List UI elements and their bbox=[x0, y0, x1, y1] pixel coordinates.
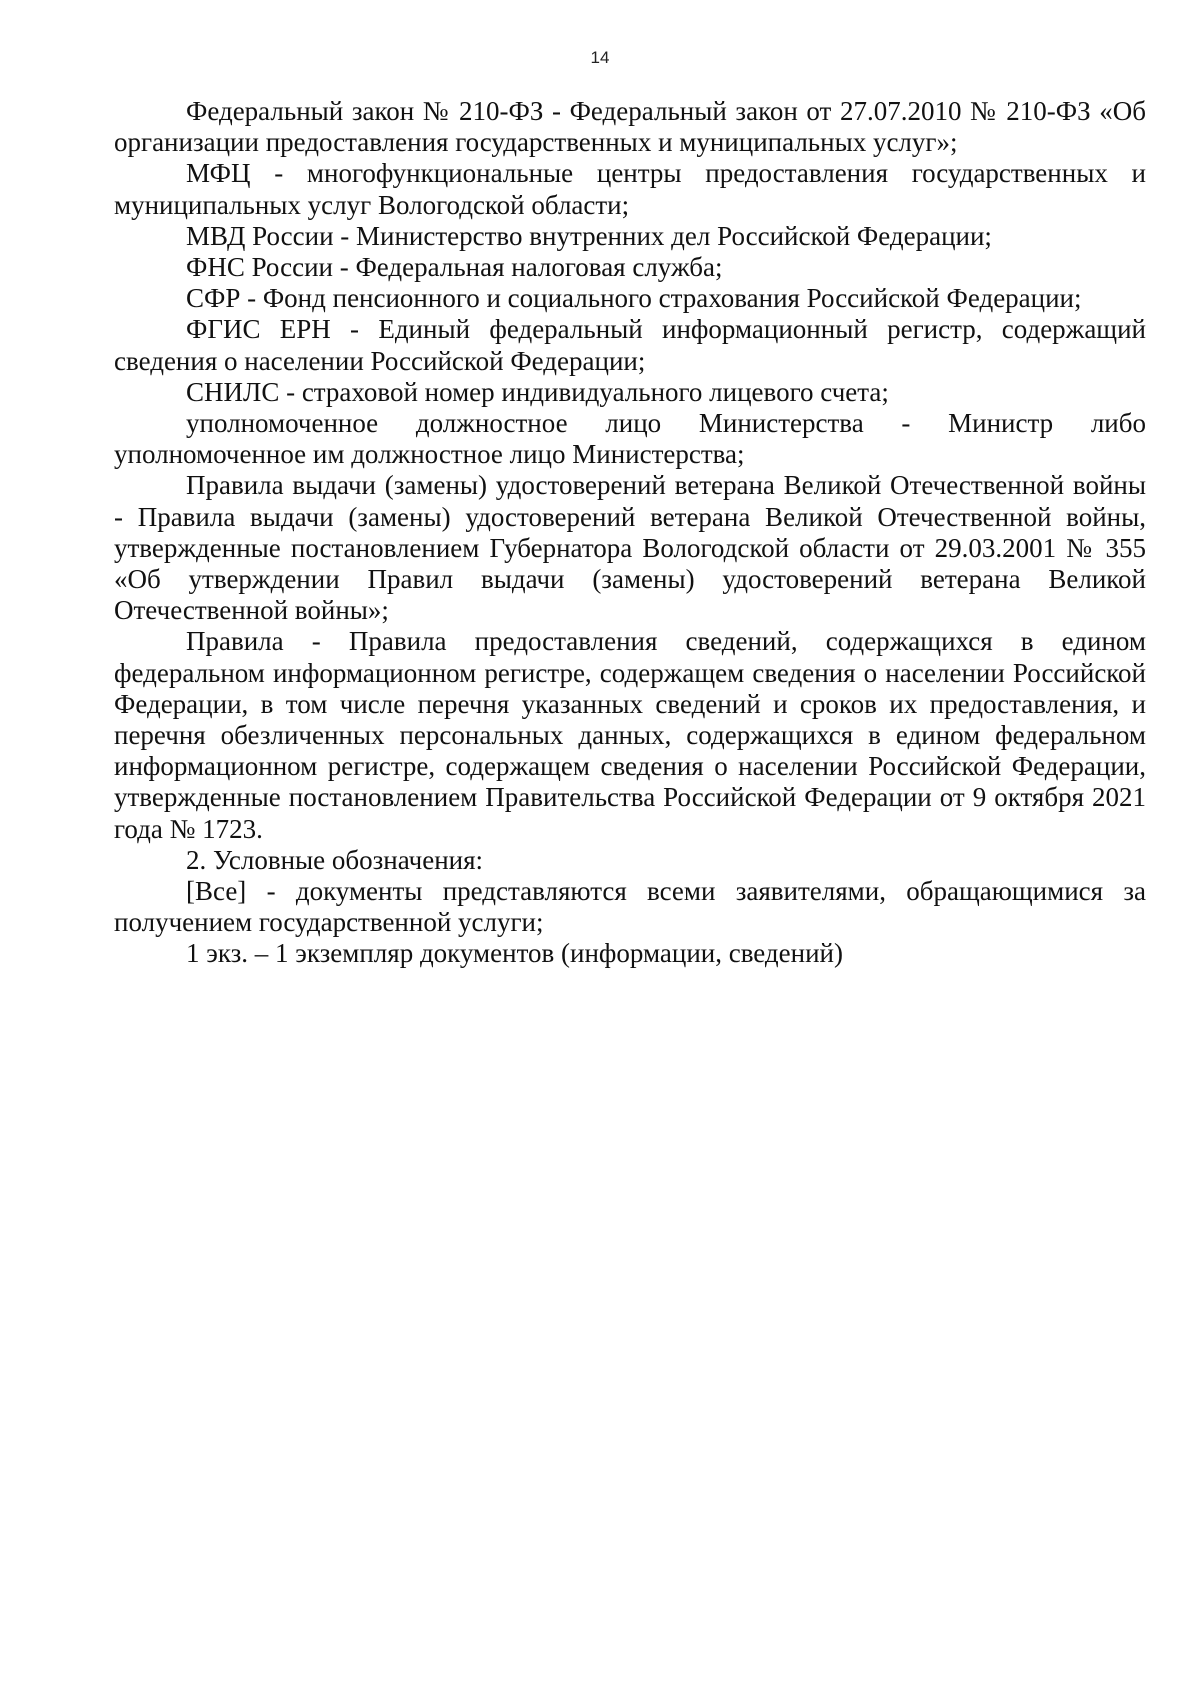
section-heading-symbols: 2. Условные обозначения: bbox=[186, 844, 484, 875]
document-body bbox=[114, 96, 1146, 970]
symbol-all: [Все] - документы представляются всеми заявителями, обращающимися за получением государственной услуги; bbox=[114, 876, 1146, 938]
page-number: 14 bbox=[590, 48, 610, 67]
definition-fns: ФНС России - Федеральная налоговая служба; bbox=[186, 252, 723, 283]
definition-sfr: СФР - Фонд пенсионного и социального страхования Российской Федерации; bbox=[186, 283, 1082, 314]
definition-snils: СНИЛС - страховой номер индивидуального лицевого счета; bbox=[186, 376, 889, 407]
definition-mfc: МФЦ - многофункциональные центры предоставления государственных и муниципальных услуг Вологодской области; bbox=[114, 158, 1146, 220]
definition-veteran-certificate-rules: Правила выдачи (замены) удостоверений ветерана Великой Отечественной войны - Правила выдачи (замены) удостоверений ветерана Великой Отечественной войны, утвержденные постановлением Губернатора Вологодской области от 29.03.2001 № 355 «Об утверждении Правил выдачи (замены) удостоверений ветерана Великой Отечественной войны»; bbox=[114, 470, 1146, 626]
definition-authorized-official: уполномоченное должностное лицо Министерства - Министр либо уполномоченное им должностное лицо Министерства; bbox=[114, 408, 1146, 470]
symbol-copy: 1 экз. – 1 экземпляр документов (информации, сведений) bbox=[186, 938, 843, 969]
definition-rules: Правила - Правила предоставления сведений, содержащихся в едином федеральном информационном регистре, содержащем сведения о населении Российской Федерации, в том числе перечня указанных сведений и сроков их предоставления, и перечня обезличенных персональных данных, содержащихся в едином федеральном информационном регистре, содержащем сведения о населении Российской Федерации, утвержденные постановлением Правительства Российской Федерации от 9 октября 2021 года № 1723. bbox=[114, 626, 1146, 844]
definition-federal-law-210: Федеральный закон № 210-ФЗ - Федеральный закон от 27.07.2010 № 210-ФЗ «Об организации предоставления государственных и муниципальных услуг»; bbox=[114, 96, 1146, 158]
definition-mvd: МВД России - Министерство внутренних дел Российской Федерации; bbox=[186, 220, 992, 251]
definition-fgis-ern: ФГИС ЕРН - Единый федеральный информационный регистр, содержащий сведения о населении Российской Федерации; bbox=[114, 314, 1146, 376]
